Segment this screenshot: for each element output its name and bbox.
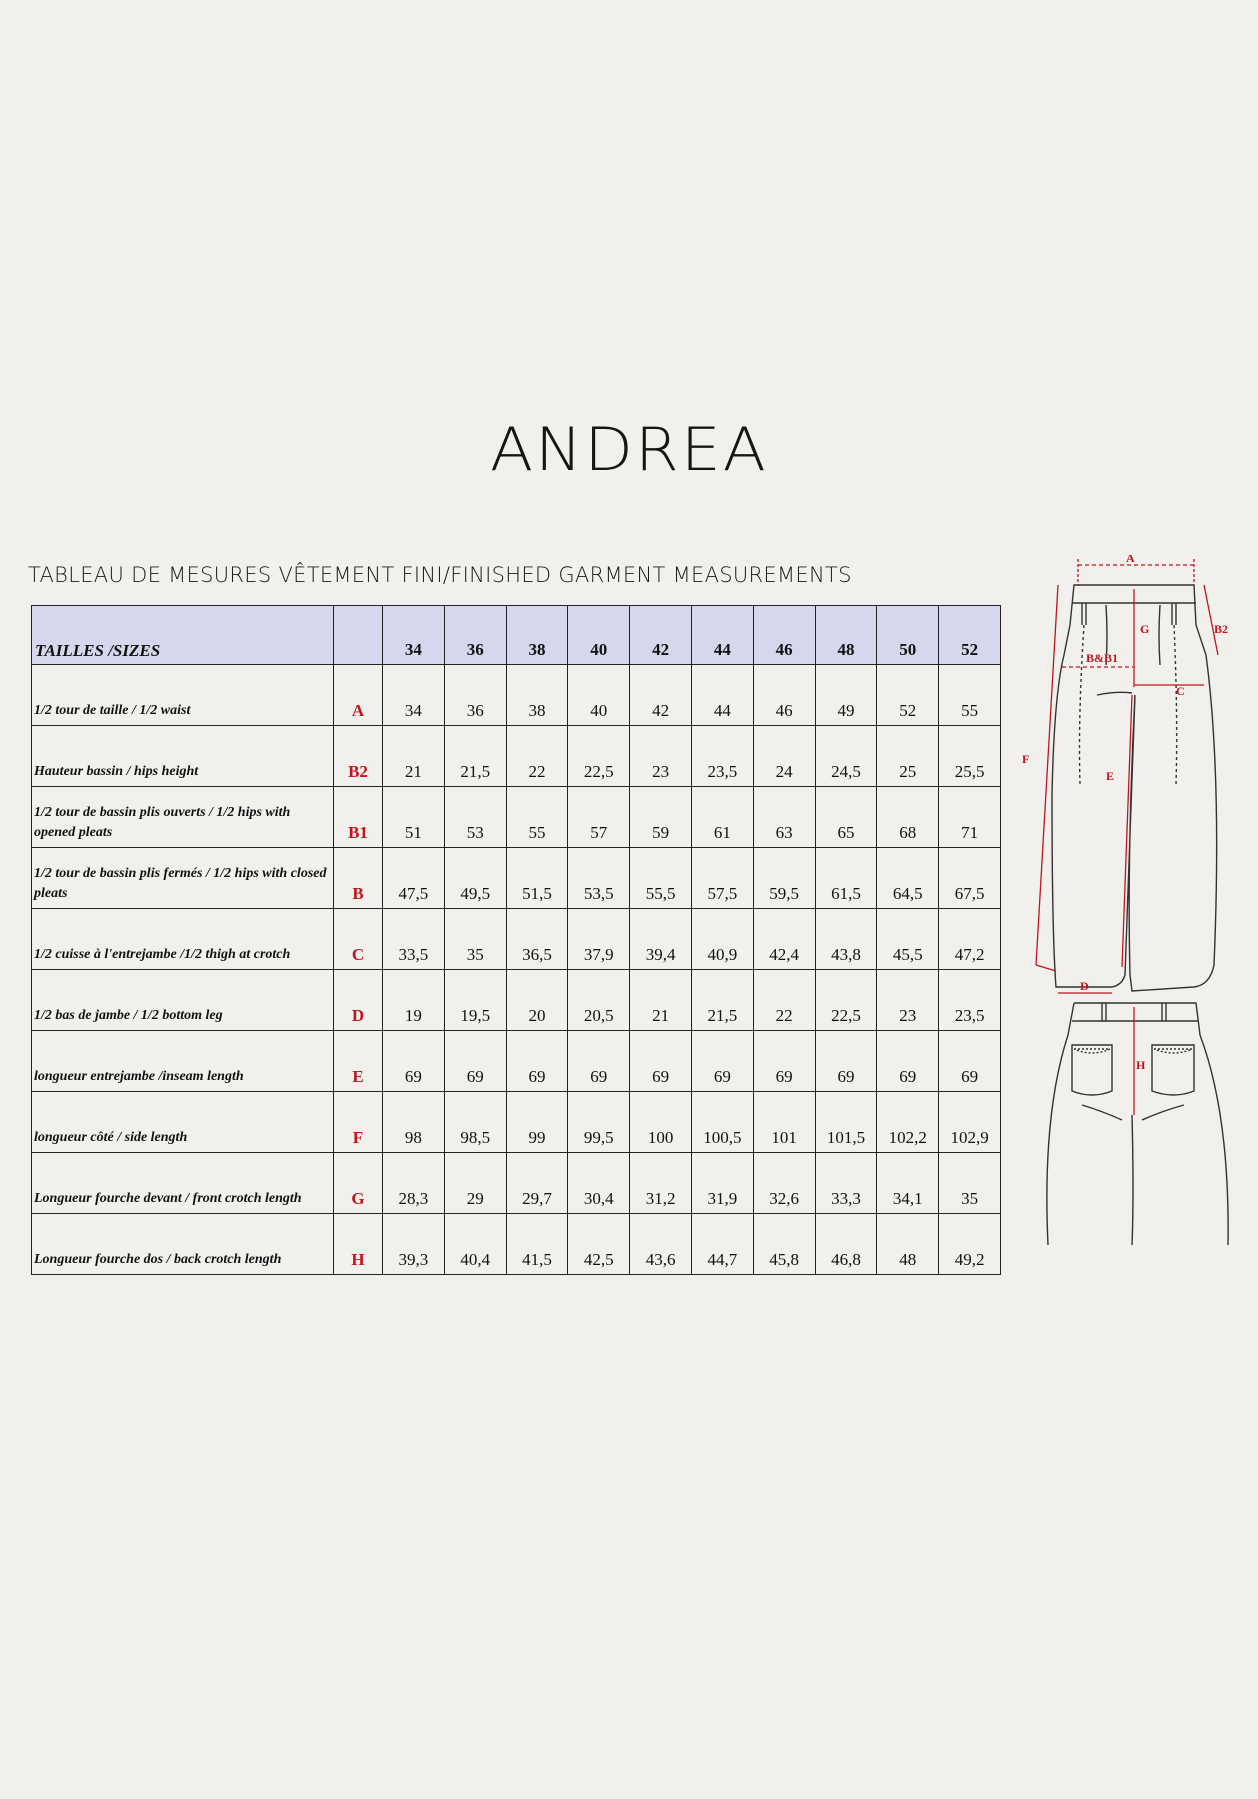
measurement-code: B1 xyxy=(334,787,383,848)
size-header: 38 xyxy=(506,606,568,665)
measurement-label: Longueur fourche dos / back crotch length xyxy=(32,1214,334,1275)
measurement-value: 53 xyxy=(444,787,506,848)
measurement-value: 100 xyxy=(630,1092,692,1153)
size-header: 42 xyxy=(630,606,692,665)
measurement-value: 42,4 xyxy=(753,909,815,970)
measurement-value: 38 xyxy=(506,665,568,726)
page-title: ANDREA xyxy=(489,415,769,485)
measurement-value: 69 xyxy=(877,1031,939,1092)
measurement-value: 21,5 xyxy=(444,726,506,787)
table-row xyxy=(32,787,1001,848)
measurement-label: longueur entrejambe /inseam length xyxy=(32,1031,334,1092)
measurement-value: 55 xyxy=(939,665,1001,726)
measurement-value: 32,6 xyxy=(753,1153,815,1214)
measurement-value: 23,5 xyxy=(691,726,753,787)
trousers-diagram xyxy=(1022,555,1242,1249)
measurement-value: 102,9 xyxy=(939,1092,1001,1153)
diagram-label-a: A xyxy=(1126,555,1135,565)
measurement-value: 23 xyxy=(630,726,692,787)
diagram-label-g: G xyxy=(1140,622,1150,636)
measurement-value: 69 xyxy=(630,1031,692,1092)
measurement-value: 22 xyxy=(753,970,815,1031)
measurement-value: 102,2 xyxy=(877,1092,939,1153)
measurement-value: 40 xyxy=(568,665,630,726)
measurement-value: 52 xyxy=(877,665,939,726)
table-row xyxy=(32,1153,1001,1214)
measurement-value: 25,5 xyxy=(939,726,1001,787)
measurement-value: 57,5 xyxy=(691,848,753,909)
measurement-value: 69 xyxy=(568,1031,630,1092)
measurement-value: 45,8 xyxy=(753,1214,815,1275)
measurement-value: 36 xyxy=(444,665,506,726)
diagram-label-h: H xyxy=(1136,1058,1146,1072)
measurement-label: 1/2 tour de bassin plis ouverts / 1/2 hips with opened pleats xyxy=(32,787,334,848)
measurement-value: 24,5 xyxy=(815,726,877,787)
measurement-value: 25 xyxy=(877,726,939,787)
measurement-value: 69 xyxy=(753,1031,815,1092)
table-row xyxy=(32,848,1001,909)
measurement-value: 64,5 xyxy=(877,848,939,909)
measurement-value: 29 xyxy=(444,1153,506,1214)
measurement-value: 23,5 xyxy=(939,970,1001,1031)
size-header: 44 xyxy=(691,606,753,665)
measurement-value: 59 xyxy=(630,787,692,848)
table-row xyxy=(32,1031,1001,1092)
header-label: TAILLES /SIZES xyxy=(32,606,334,665)
measurement-label: 1/2 tour de bassin plis fermés / 1/2 hips with closed pleats xyxy=(32,848,334,909)
table-row xyxy=(32,726,1001,787)
measurement-value: 34 xyxy=(383,665,445,726)
measurement-value: 65 xyxy=(815,787,877,848)
measurement-value: 47,2 xyxy=(939,909,1001,970)
size-header: 40 xyxy=(568,606,630,665)
diagram-label-f: F xyxy=(1022,752,1030,766)
measurement-value: 55 xyxy=(506,787,568,848)
measurement-value: 101 xyxy=(753,1092,815,1153)
measurement-value: 57 xyxy=(568,787,630,848)
measurement-value: 20,5 xyxy=(568,970,630,1031)
measurement-value: 68 xyxy=(877,787,939,848)
size-header: 50 xyxy=(877,606,939,665)
measurement-value: 31,2 xyxy=(630,1153,692,1214)
measurement-value: 22,5 xyxy=(815,970,877,1031)
measurement-code: E xyxy=(334,1031,383,1092)
measurement-value: 39,3 xyxy=(383,1214,445,1275)
diagram-label-b2: B2 xyxy=(1214,622,1229,636)
measurement-code: H xyxy=(334,1214,383,1275)
table-row xyxy=(32,665,1001,726)
measurement-value: 69 xyxy=(506,1031,568,1092)
measurement-value: 69 xyxy=(383,1031,445,1092)
measurement-label: 1/2 tour de taille / 1/2 waist xyxy=(32,665,334,726)
measurement-code: B xyxy=(334,848,383,909)
measurement-value: 99,5 xyxy=(568,1092,630,1153)
table-row xyxy=(32,1214,1001,1275)
measurement-value: 34,1 xyxy=(877,1153,939,1214)
measurement-code: F xyxy=(334,1092,383,1153)
measurement-value: 30,4 xyxy=(568,1153,630,1214)
measurement-value: 49,2 xyxy=(939,1214,1001,1275)
measurement-value: 21 xyxy=(383,726,445,787)
measurement-value: 99 xyxy=(506,1092,568,1153)
measurement-value: 33,5 xyxy=(383,909,445,970)
measurement-label: 1/2 bas de jambe / 1/2 bottom leg xyxy=(32,970,334,1031)
measurement-value: 19 xyxy=(383,970,445,1031)
measurement-value: 98 xyxy=(383,1092,445,1153)
measurement-value: 31,9 xyxy=(691,1153,753,1214)
measurement-value: 23 xyxy=(877,970,939,1031)
measurement-value: 42,5 xyxy=(568,1214,630,1275)
back-view-drawing xyxy=(1047,1003,1228,1245)
measurement-value: 98,5 xyxy=(444,1092,506,1153)
measurement-value: 101,5 xyxy=(815,1092,877,1153)
measurement-value: 22,5 xyxy=(568,726,630,787)
measurement-value: 51,5 xyxy=(506,848,568,909)
measurement-value: 45,5 xyxy=(877,909,939,970)
measurement-value: 63 xyxy=(753,787,815,848)
measurement-value: 44 xyxy=(691,665,753,726)
measurement-label: Hauteur bassin / hips height xyxy=(32,726,334,787)
measurement-value: 46 xyxy=(753,665,815,726)
measurement-value: 21,5 xyxy=(691,970,753,1031)
measurement-label: 1/2 cuisse à l'entrejambe /1/2 thigh at crotch xyxy=(32,909,334,970)
measurement-value: 35 xyxy=(444,909,506,970)
measurement-value: 46,8 xyxy=(815,1214,877,1275)
measurement-value: 24 xyxy=(753,726,815,787)
measurement-value: 29,7 xyxy=(506,1153,568,1214)
measurement-value: 39,4 xyxy=(630,909,692,970)
measurement-value: 53,5 xyxy=(568,848,630,909)
measurement-value: 37,9 xyxy=(568,909,630,970)
measurement-value: 47,5 xyxy=(383,848,445,909)
measurement-code: B2 xyxy=(334,726,383,787)
diagram-label-d: D xyxy=(1080,979,1089,993)
measurement-label: longueur côté / side length xyxy=(32,1092,334,1153)
measurement-value: 41,5 xyxy=(506,1214,568,1275)
size-header: 36 xyxy=(444,606,506,665)
measurement-code: C xyxy=(334,909,383,970)
measurement-code: A xyxy=(334,665,383,726)
measurement-value: 55,5 xyxy=(630,848,692,909)
measurement-value: 49,5 xyxy=(444,848,506,909)
measurement-label: Longueur fourche devant / front crotch length xyxy=(32,1153,334,1214)
measurement-code: G xyxy=(334,1153,383,1214)
table-subtitle: TABLEAU DE MESURES VÊTEMENT FINI/FINISHED GARMENT MEASUREMENTS xyxy=(28,563,852,587)
header-row xyxy=(32,606,1001,665)
header-code-cell xyxy=(334,606,383,665)
size-header: 34 xyxy=(383,606,445,665)
measurement-value: 48 xyxy=(877,1214,939,1275)
size-header: 52 xyxy=(939,606,1001,665)
table-row xyxy=(32,909,1001,970)
measurement-value: 42 xyxy=(630,665,692,726)
table-row xyxy=(32,970,1001,1031)
measurement-value: 69 xyxy=(444,1031,506,1092)
measurement-value: 100,5 xyxy=(691,1092,753,1153)
measurement-value: 51 xyxy=(383,787,445,848)
measurement-value: 61 xyxy=(691,787,753,848)
measurement-value: 69 xyxy=(815,1031,877,1092)
measurement-value: 21 xyxy=(630,970,692,1031)
measurement-code: D xyxy=(334,970,383,1031)
measurement-value: 49 xyxy=(815,665,877,726)
measurement-value: 36,5 xyxy=(506,909,568,970)
table-body xyxy=(32,665,1001,1275)
measurement-value: 40,9 xyxy=(691,909,753,970)
measurement-value: 33,3 xyxy=(815,1153,877,1214)
measurement-value: 28,3 xyxy=(383,1153,445,1214)
measurement-value: 61,5 xyxy=(815,848,877,909)
diagram-label-c: C xyxy=(1176,684,1185,698)
diagram-label-e: E xyxy=(1106,769,1115,783)
size-header: 46 xyxy=(753,606,815,665)
measurement-value: 35 xyxy=(939,1153,1001,1214)
measurement-value: 43,8 xyxy=(815,909,877,970)
measurement-value: 19,5 xyxy=(444,970,506,1031)
measurement-value: 59,5 xyxy=(753,848,815,909)
measurement-value: 44,7 xyxy=(691,1214,753,1275)
size-header: 48 xyxy=(815,606,877,665)
measurements-table xyxy=(31,605,1001,1275)
measurement-value: 40,4 xyxy=(444,1214,506,1275)
measurement-value: 43,6 xyxy=(630,1214,692,1275)
measurement-value: 22 xyxy=(506,726,568,787)
measurement-value: 67,5 xyxy=(939,848,1001,909)
measurement-value: 71 xyxy=(939,787,1001,848)
measurement-value: 20 xyxy=(506,970,568,1031)
diagram-label-bb1: B&B1 xyxy=(1086,651,1119,665)
measurement-value: 69 xyxy=(939,1031,1001,1092)
table-row xyxy=(32,1092,1001,1153)
measurement-value: 69 xyxy=(691,1031,753,1092)
